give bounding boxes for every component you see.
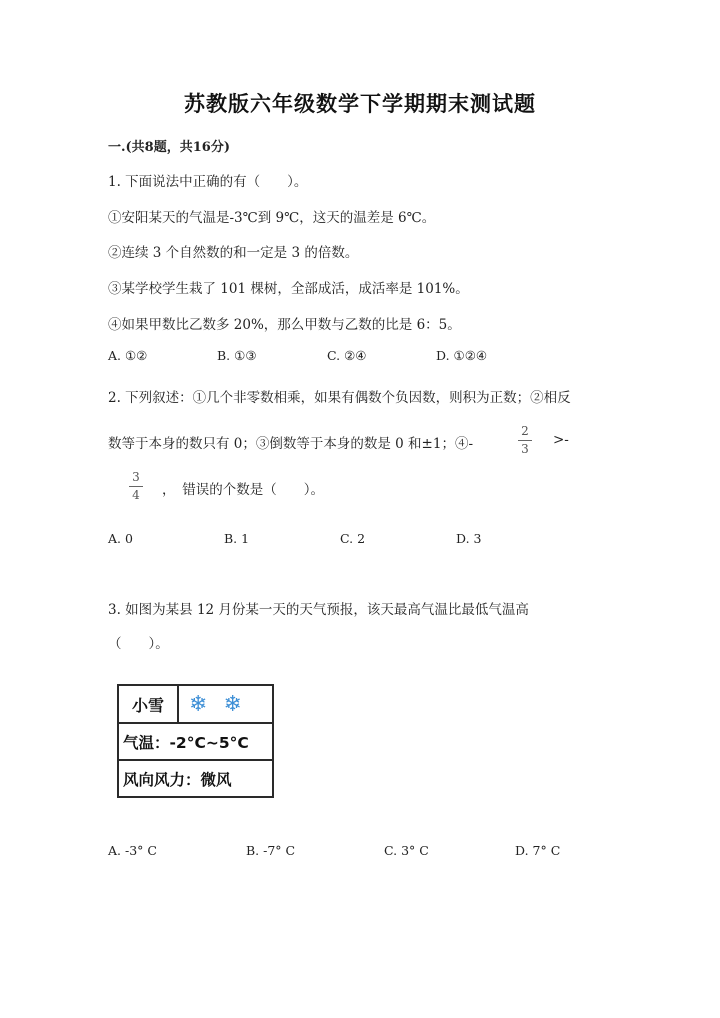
q2-line-2: 数等于本身的数只有 0；③倒数等于本身的数是 0 和±1；④- <box>108 436 474 452</box>
q3-option-b[interactable]: B. -7° C <box>246 843 296 858</box>
q1-stem: 1. 下面说法中正确的有（ ）。 <box>108 174 308 190</box>
q1-option-a[interactable]: A. ①② <box>108 348 148 363</box>
q1-option-c[interactable]: C. ②④ <box>327 348 367 363</box>
q1-statement-1: ①安阳某天的气温是-3℃到 9℃，这天的温差是 6℃。 <box>108 210 436 226</box>
wind-row <box>119 761 272 796</box>
q2-option-b[interactable]: B. 1 <box>224 531 250 546</box>
fraction-denominator: 3 <box>521 442 529 456</box>
q2-line-1: 2. 下列叙述：①几个非零数相乘，如果有偶数个负因数，则积为正数；②相反 <box>108 390 571 406</box>
q2-fraction-2 <box>128 470 144 503</box>
q3-option-d[interactable]: D. 7° C <box>515 843 561 858</box>
q2-greater-than: >- <box>553 432 569 448</box>
q3-line-2: （ ）。 <box>108 636 169 652</box>
section-heading: 一.(共8题，共16分) <box>108 140 230 155</box>
q2-line-3: ， 错误的个数是（ ）。 <box>162 482 324 498</box>
q2-option-a[interactable]: A. 0 <box>108 531 133 546</box>
temperature-row <box>119 724 272 761</box>
q2-option-d[interactable]: D. 3 <box>456 531 482 546</box>
q3-option-c[interactable]: C. 3° C <box>384 843 429 858</box>
weather-icons <box>179 686 272 722</box>
weather-label: 小雪 <box>119 686 179 722</box>
q1-option-d[interactable]: D. ①②④ <box>436 348 488 363</box>
snowflake-icon: ❄ <box>223 691 242 717</box>
page-title: 苏教版六年级数学下学期期末测试题 <box>184 91 536 116</box>
weather-row <box>119 686 272 724</box>
q1-statement-3: ③某学校学生栽了 101 棵树，全部成活，成活率是 101%。 <box>108 281 469 297</box>
q3-option-a[interactable]: A. -3° C <box>108 843 157 858</box>
q2-fraction-1 <box>517 424 533 457</box>
q3-line-1: 3. 如图为某县 12 月份某一天的天气预报，该天最高气温比最低气温高 <box>108 602 529 618</box>
fraction-numerator: 2 <box>521 424 529 438</box>
wind-label: 风向风力：微风 <box>123 770 232 789</box>
q1-statement-2: ②连续 3 个自然数的和一定是 3 的倍数。 <box>108 245 359 261</box>
temperature-label: 气温：-2°C~5°C <box>123 733 249 752</box>
fraction-numerator: 3 <box>132 470 140 484</box>
q1-statement-4: ④如果甲数比乙数多 20%，那么甲数与乙数的比是 6：5。 <box>108 317 461 333</box>
q2-option-c[interactable]: C. 2 <box>340 531 366 546</box>
weather-forecast-card <box>117 684 274 798</box>
fraction-denominator: 4 <box>132 488 140 502</box>
snowflake-icon: ❄ <box>189 691 208 717</box>
q1-option-b[interactable]: B. ①③ <box>217 348 257 363</box>
